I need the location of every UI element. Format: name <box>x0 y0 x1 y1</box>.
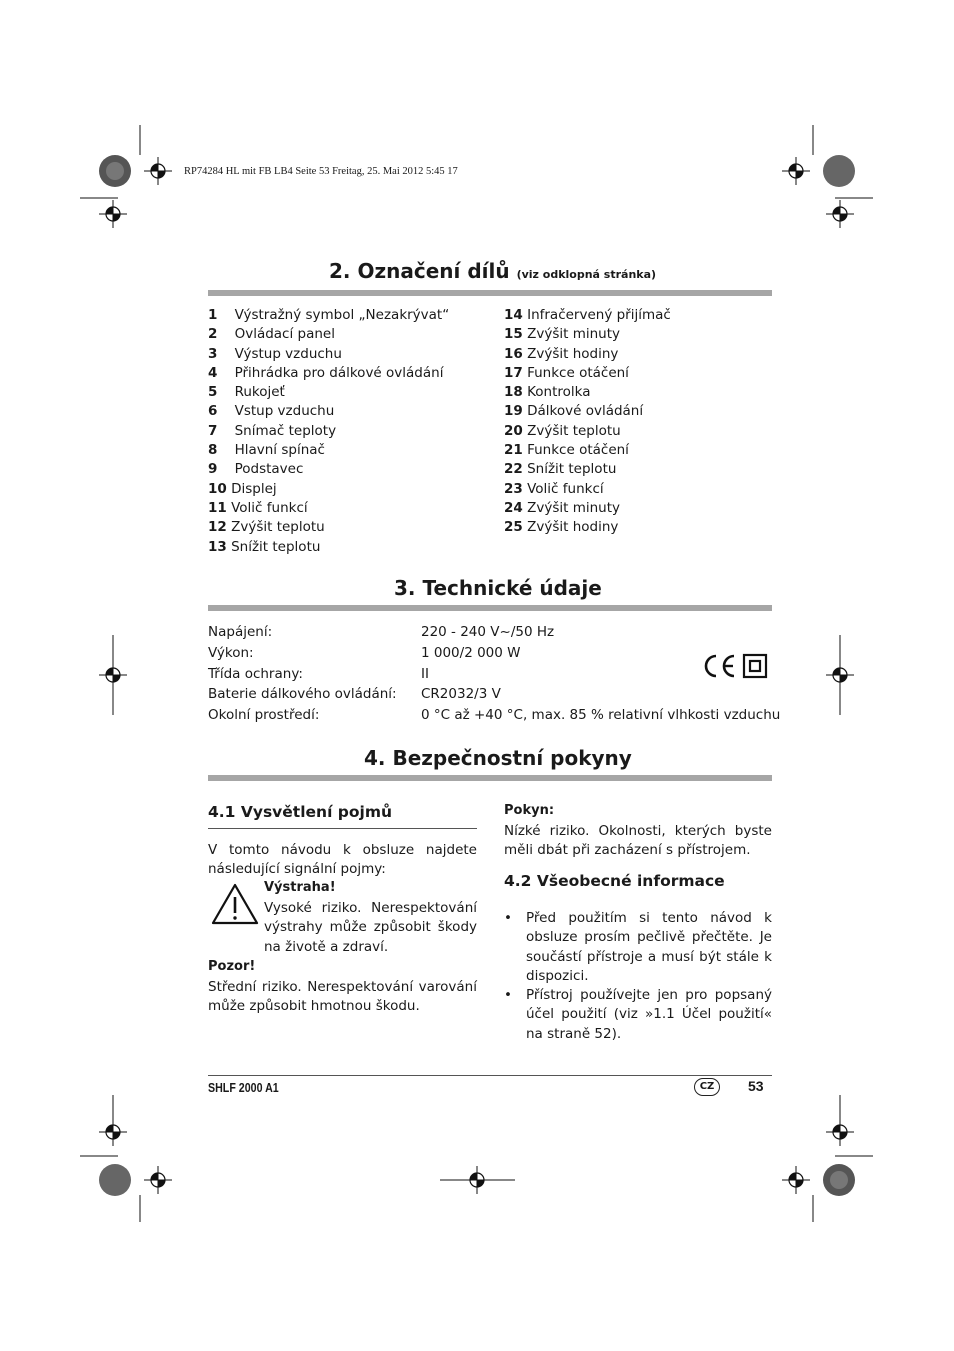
list-item: 12 Zvýšit teplotu <box>208 519 325 536</box>
print-header: RP74284 HL mit FB LB4 Seite 53 Freitag, 25. Mai 2012 5:45 17 <box>184 166 458 177</box>
list-item: 22 Snížit teplotu <box>504 461 617 478</box>
section-3-title: 3. Technické údaje <box>394 576 602 600</box>
parts-list-right <box>504 306 772 538</box>
signal-words-intro: V tomto návodu k obsluze najdete následující signální pojmy: <box>208 842 477 878</box>
subsection-4-1-title: 4.1 Vysvětlení pojmů <box>208 803 393 821</box>
list-item: 21 Funkce otáčení <box>504 442 629 459</box>
list-item: 25 Zvýšit hodiny <box>504 519 619 536</box>
caution-text: Střední riziko. Nerespektování varování může způsobit hmotnou škodu. <box>208 979 477 1015</box>
note-title: Pokyn: <box>504 803 555 818</box>
list-item: 13 Snížit teplotu <box>208 538 321 555</box>
page-number: 53 <box>748 1078 764 1094</box>
footer-model: SHLF 2000 A1 <box>208 1080 279 1095</box>
list-item: 4 Přihrádka pro dálkové ovládání <box>208 364 444 381</box>
section-3-rule <box>208 605 772 611</box>
list-item: 9 Podstavec <box>208 461 304 478</box>
section-4-title: 4. Bezpečnostní pokyny <box>364 746 632 770</box>
table-row: Třída ochrany: II <box>208 665 429 682</box>
footer-rule <box>208 1075 772 1076</box>
color-rosette-bl <box>99 1164 131 1196</box>
list-item: 5 Rukojeť <box>208 384 285 401</box>
section-2-heading: 2. Označení dílů <box>329 259 510 283</box>
section-4-rule <box>208 775 772 781</box>
color-rosette-tr <box>823 155 855 187</box>
section-2-rule <box>208 290 772 296</box>
list-item: 2 Ovládací panel <box>208 326 335 343</box>
list-item: 24 Zvýšit minuty <box>504 499 620 516</box>
list-item: 15 Zvýšit minuty <box>504 326 620 343</box>
list-item: 10 Displej <box>208 480 277 497</box>
list-item: 16 Zvýšit hodiny <box>504 345 619 362</box>
list-item: 11 Volič funkcí <box>208 499 308 516</box>
subsection-4-2-title: 4.2 Všeobecné informace <box>504 872 725 890</box>
warning-text: Vysoké riziko. Nerespektování výstrahy může způsobit škody na životě a zdraví. <box>264 900 477 955</box>
list-item: 7 Snímač teploty <box>208 422 337 439</box>
list-item: 20 Zvýšit teplotu <box>504 422 621 439</box>
ce-mark-icon <box>700 652 770 680</box>
section-2-title <box>329 259 656 283</box>
general-info-list <box>504 909 772 1044</box>
parts-list-left <box>208 306 488 557</box>
table-row: Okolní prostředí: 0 °C až +40 °C, max. 85 % relativní vlhkosti vzduchu <box>208 707 781 724</box>
warning-title: Výstraha! <box>264 880 336 895</box>
table-row: Napájení: 220 - 240 V~/50 Hz <box>208 624 555 640</box>
table-row: Baterie dálkového ovládání: CR2032/3 V <box>208 686 501 703</box>
list-item: • Přístroj používejte jen pro popsaný účel použití (viz »1.1 Účel použití« na straně 52). <box>504 987 772 1042</box>
caution-title: Pozor! <box>208 959 256 974</box>
list-item: 19 Dálkové ovládání <box>504 403 644 420</box>
list-item: • Před použitím si tento návod k obsluze prosím pečlivě přečtěte. Je součástí přístroje a musí být stále k dispozici. <box>504 910 772 984</box>
list-item: 8 Hlavní spínač <box>208 442 325 459</box>
list-item: 18 Kontrolka <box>504 384 591 401</box>
list-item: 3 Výstup vzduchu <box>208 345 342 362</box>
list-item: 23 Volič funkcí <box>504 480 604 497</box>
list-item: 14 Infračervený přijímač <box>504 307 671 323</box>
list-item: 1 Výstražný symbol „Nezakrývat“ <box>208 307 450 323</box>
warning-triangle-icon <box>210 882 260 926</box>
tech-specs-table <box>208 622 781 726</box>
note-text: Nízké riziko. Okolnosti, kterých byste měli dbát při zacházení s přístrojem. <box>504 823 772 859</box>
table-row: Výkon: 1 000/2 000 W <box>208 644 521 661</box>
list-item: 6 Vstup vzduchu <box>208 403 335 420</box>
section-2-subtitle: (viz odklopná stránka) <box>516 268 657 281</box>
list-item: 17 Funkce otáčení <box>504 364 629 381</box>
language-badge: CZ <box>694 1078 720 1096</box>
subsection-4-1-rule <box>208 828 477 829</box>
